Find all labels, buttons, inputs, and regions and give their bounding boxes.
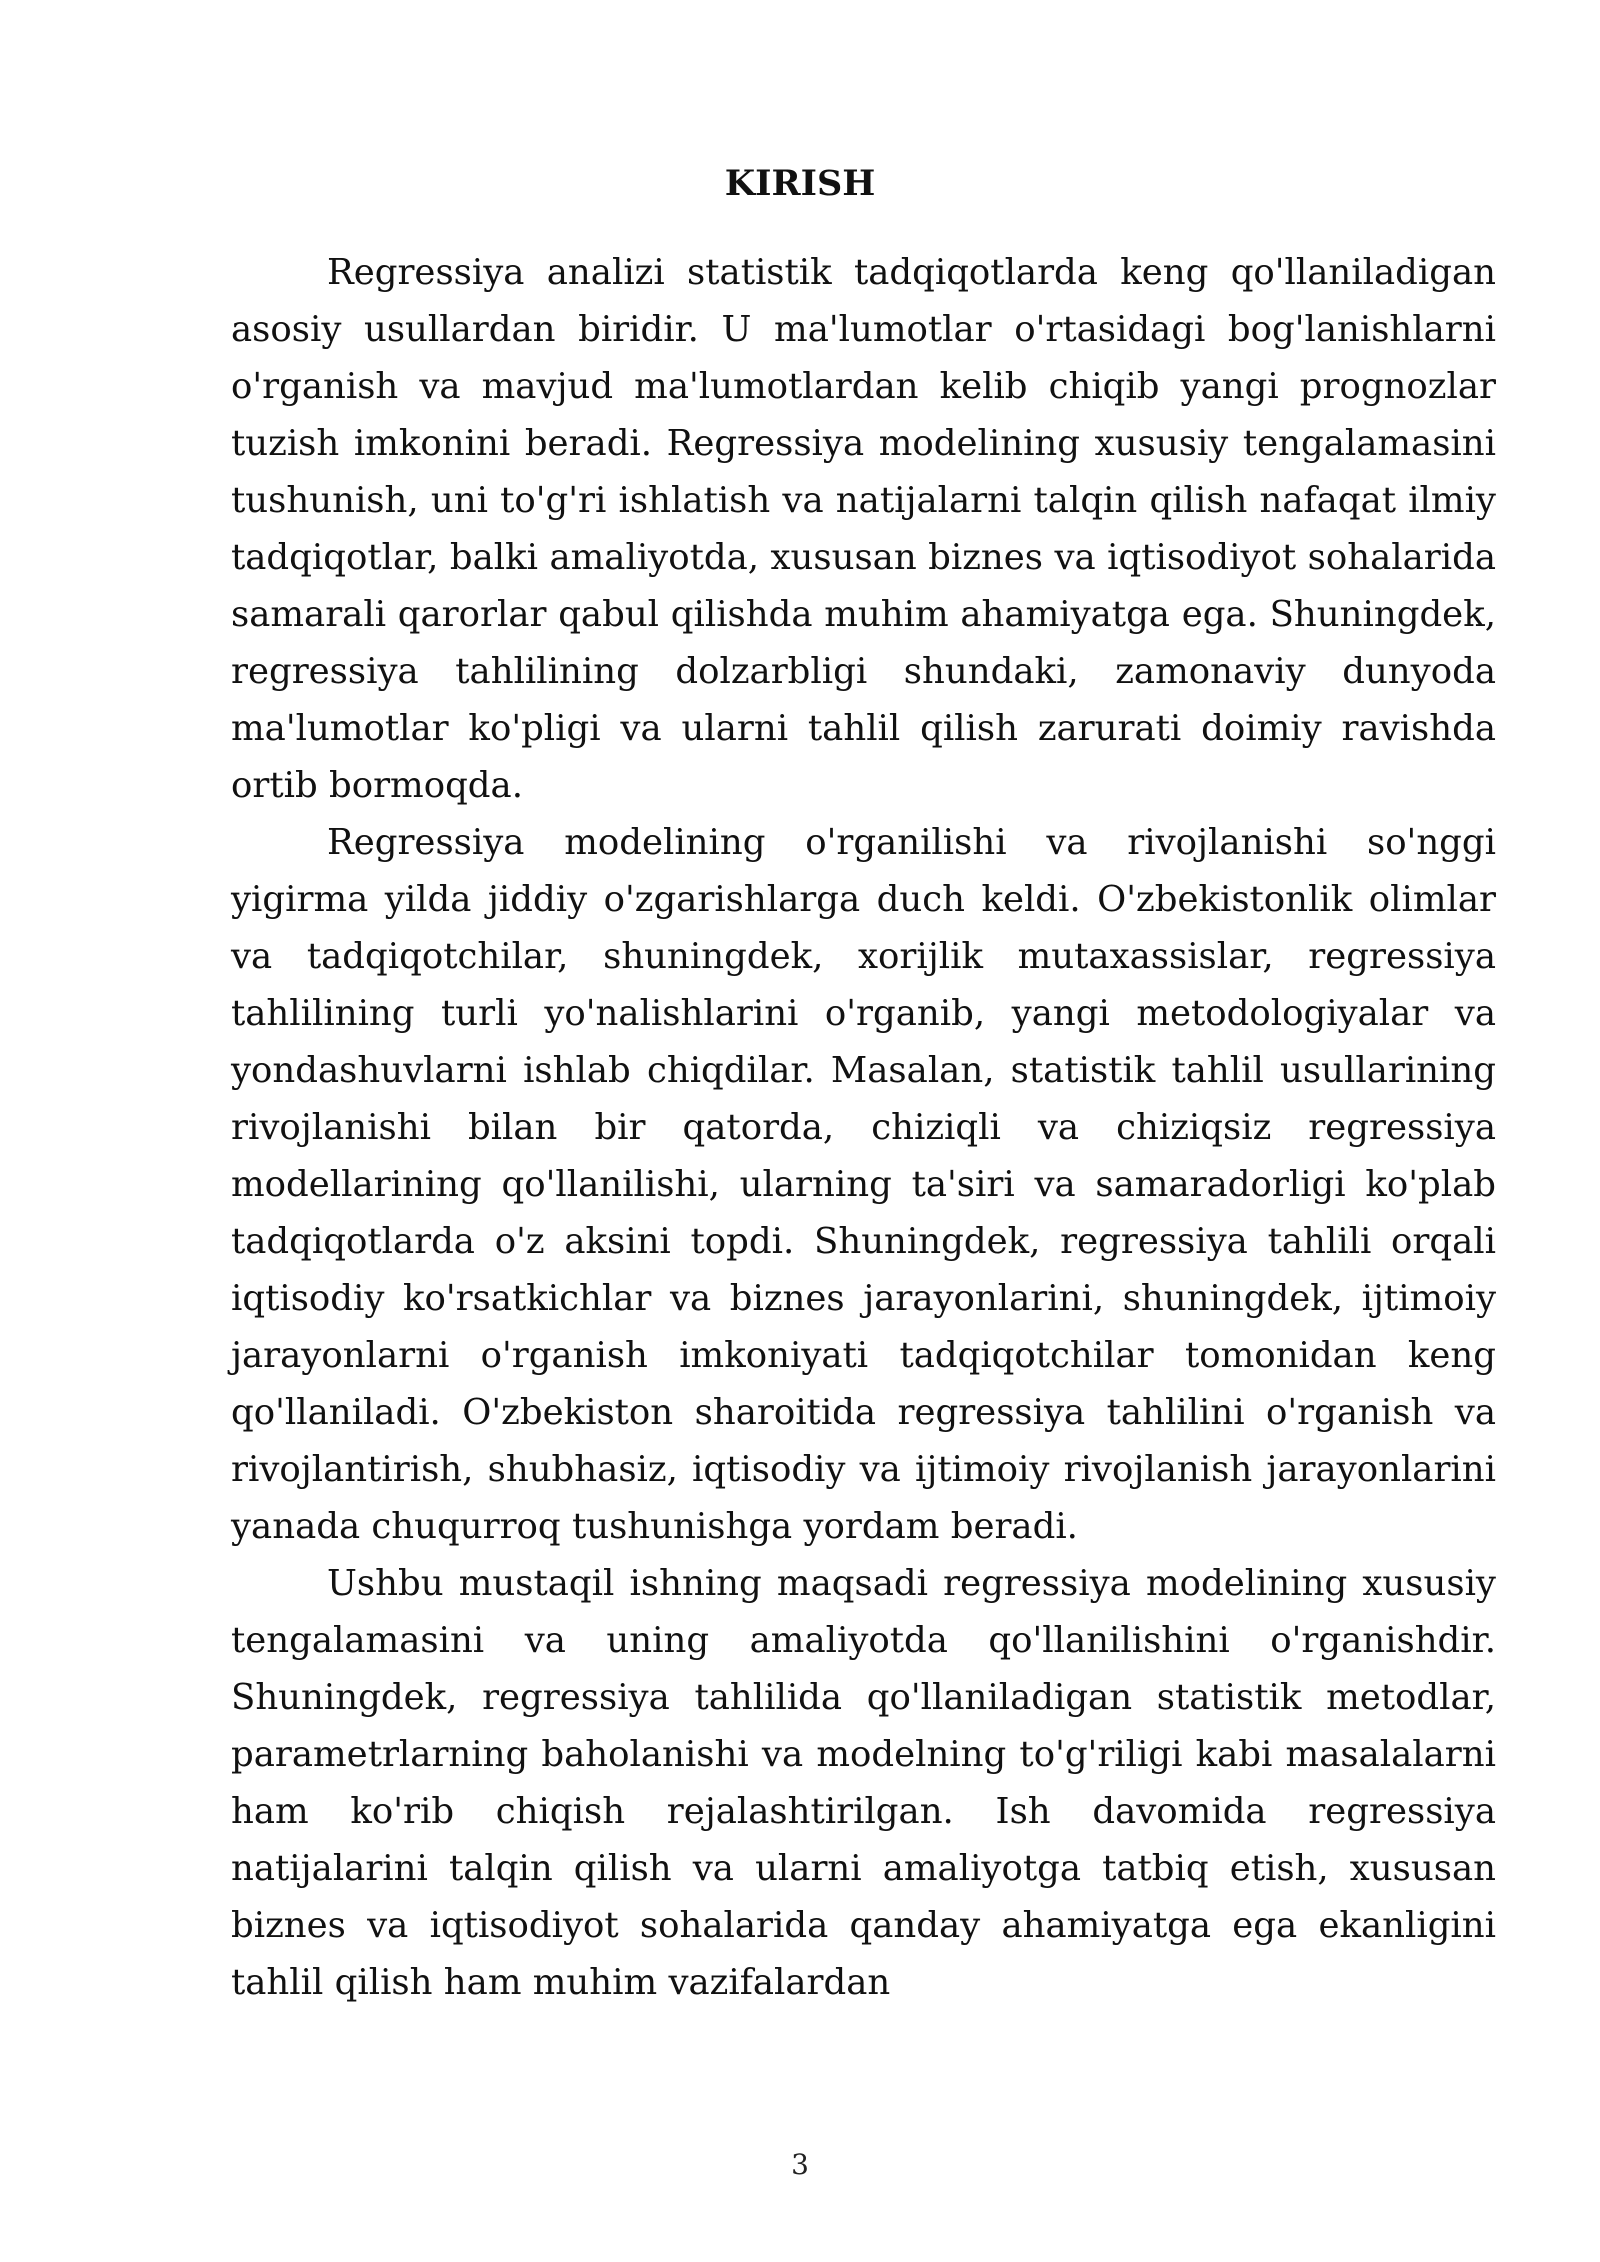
paragraph-intro: Regressiya analizi statistik tadqiqotlarda keng qo'llaniladigan asosiy usullardan biridir. U ma'lumotlar o'rtasidagi bog'lanishlarni o'rganish va mavjud ma'lumotlardan kelib chiqib yangi prognozlar tuzish imkonini beradi. Regressiya modelining xususiy tengalamasini tushunish, uni to'g'ri ishlatish va natijalarni talqin qilish nafaqat ilmiy tadqiqotlar, balki amaliyotda, xususan biznes va iqtisodiyot sohalarida samarali qarorlar qabul qilishda muhim ahamiyatga ega. Shuningdek, regressiya tahlilining dolzarbligi shundaki, zamonaviy dunyoda ma'lumotlar ko'pligi va ularni tahlil qilish zarurati doimiy ravishda ortib bormoqda. xyxy=(231,252,1496,806)
body-text xyxy=(231,244,1496,2011)
paragraph-development: Regressiya modelining o'rganilishi va rivojlanishi so'nggi yigirma yilda jiddiy o'zgarishlarga duch keldi. O'zbekistonlik olimlar va tadqiqotchilar, shuningdek, xorijlik mutaxassislar, regressiya tahlilining turli yo'nalishlarini o'rganib, yangi metodologiyalar va yondashuvlarni ishlab chiqdilar. Masalan, statistik tahlil usullarining rivojlanishi bilan bir qatorda, chiziqli va chiziqsiz regressiya modellarining qo'llanilishi, ularning ta'siri va samaradorligi ko'plab tadqiqotlarda o'z aksini topdi. Shuningdek, regressiya tahlili orqali iqtisodiy ko'rsatkichlar va biznes jarayonlarini, shuningdek, ijtimoiy jarayonlarni o'rganish imkoniyati tadqiqotchilar tomonidan keng qo'llaniladi. O'zbekiston sharoitida regressiya tahlilini o'rganish va rivojlantirish, shubhasiz, iqtisodiy va ijtimoiy rivojlanish jarayonlarini yanada chuqurroq tushunishga yordam beradi. xyxy=(231,822,1496,1547)
section-title: KIRISH xyxy=(724,163,876,204)
paragraph-purpose: Ushbu mustaqil ishning maqsadi regressiya modelining xususiy tengalamasini va uning amaliyotda qo'llanilishini o'rganishdir. Shuningdek, regressiya tahlilida qo'llaniladigan statistik metodlar, parametrlarning baholanishi va modelning to'g'riligi kabi masalalarni ham ko'rib chiqish rejalashtirilgan. Ish davomida regressiya natijalarini talqin qilish va ularni amaliyotga tatbiq etish, xususan biznes va iqtisodiyot sohalarida qanday ahamiyatga ega ekanligini tahlil qilish ham muhim vazifalardan xyxy=(231,1563,1496,2003)
page-number: 3 xyxy=(791,2148,809,2181)
